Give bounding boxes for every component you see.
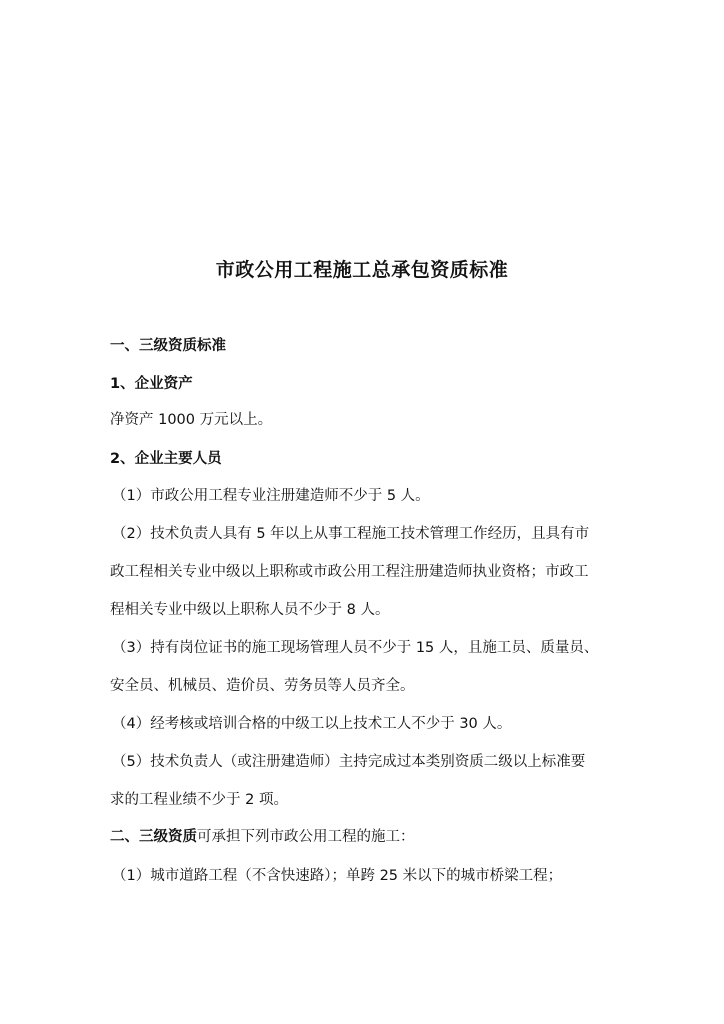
- section-heading-2-text: 可承担下列市政公用工程的施工：: [197, 829, 415, 845]
- item-3-line-2: 安全员、机械员、造价员、劳务员等人员齐全。: [110, 678, 415, 694]
- paragraph-net-assets: 净资产 1000 万元以上。: [110, 412, 273, 428]
- item-1: （1）市政公用工程专业注册建造师不少于 5 人。: [112, 488, 430, 504]
- document-title: 市政公用工程施工总承包资质标准: [215, 259, 509, 281]
- item-2-line-2: 政工程相关专业中级以上职称或市政公用工程注册建造师执业资格；市政工: [110, 564, 589, 580]
- scope-item-1: （1）城市道路工程（不含快速路）；单跨 25 米以下的城市桥梁工程；: [112, 868, 563, 884]
- item-3-line-1: （3）持有岗位证书的施工现场管理人员不少于 15 人，且施工员、质量员、: [112, 640, 599, 656]
- item-5-line-1: （5）技术负责人（或注册建造师）主持完成过本类别资质二级以上标准要: [112, 754, 586, 770]
- item-4: （4）经考核或培训合格的中级工以上技术工人不少于 30 人。: [112, 716, 512, 732]
- item-2-line-1: （2）技术负责人具有 5 年以上从事工程施工技术管理工作经历，且具有市: [112, 526, 590, 542]
- section-heading-1: 一、三级资质标准: [110, 338, 226, 354]
- section-heading-2: [110, 827, 620, 847]
- subheading-personnel: 2、企业主要人员: [110, 451, 222, 467]
- section-heading-2-bold: 二、三级资质: [110, 829, 197, 845]
- item-2-line-3: 程相关专业中级以上职称人员不少于 8 人。: [110, 602, 390, 618]
- subheading-assets: 1、企业资产: [110, 376, 193, 392]
- item-5-line-2: 求的工程业绩不少于 2 项。: [110, 792, 288, 808]
